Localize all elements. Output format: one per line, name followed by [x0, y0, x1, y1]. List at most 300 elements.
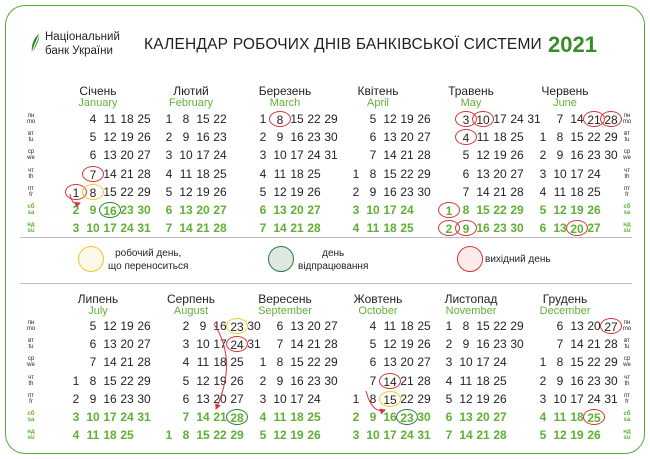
day-cell: 2 [259, 373, 267, 388]
day-cell: 15 [103, 184, 117, 199]
day-cell: 13 [179, 203, 193, 217]
day-cell: 9 [89, 203, 97, 217]
day-cell: 28 [226, 409, 248, 425]
month-name-ua: Березень [258, 84, 312, 98]
day-cell: 3 [72, 410, 80, 424]
day-cell: 6 [89, 148, 97, 163]
day-cell: 23 [120, 391, 134, 406]
weekday-en: fr [29, 191, 33, 198]
day-cell: 28 [324, 337, 338, 352]
day-cell: 27 [307, 203, 321, 217]
day-cell: 3 [352, 203, 360, 217]
day-cell: 15 [570, 130, 584, 145]
day-cell: 12 [179, 184, 193, 199]
weekday-ua: пн [27, 320, 35, 326]
day-cell: 6 [89, 337, 97, 352]
day-cell: 9 [455, 220, 477, 236]
day-cell: 19 [400, 337, 414, 352]
day-cell: 4 [445, 373, 453, 388]
month-name-ua: Вересень [258, 292, 312, 306]
legend-line1: день [322, 248, 345, 259]
day-cell: 23 [587, 148, 601, 163]
day-cell: 5 [89, 319, 97, 333]
day-cell: 13 [459, 410, 473, 424]
day-cell: 16 [290, 373, 304, 388]
day-cell: 26 [307, 184, 321, 199]
weekday-en: we [623, 362, 631, 369]
weekday-en: su [623, 435, 631, 442]
day-cell: 5 [445, 391, 453, 406]
day-cell: 9 [369, 410, 377, 424]
logo-line2: банк України [45, 45, 113, 57]
day-cell: 8 [369, 166, 377, 181]
day-cell: 5 [539, 428, 547, 443]
day-cell: 26 [493, 391, 507, 406]
day-cell: 27 [324, 319, 338, 333]
day-cell: 30 [417, 410, 431, 424]
weekday-en: th [624, 173, 630, 180]
day-cell: 18 [103, 428, 117, 443]
weekday-en: we [27, 155, 35, 162]
day-cell: 22 [493, 203, 507, 217]
day-cell: 10 [366, 203, 380, 217]
day-cell: 11 [366, 221, 380, 236]
day-cell: 7 [82, 166, 104, 182]
day-cell: 14 [273, 221, 287, 236]
weekday-ua: вт [28, 131, 34, 138]
day-cell: 7 [182, 410, 190, 424]
day-cell: 25 [230, 355, 244, 370]
day-cell: 24 [587, 166, 601, 181]
weekday-en: tu [28, 137, 34, 144]
day-cell: 12 [196, 373, 210, 388]
day-cell: 13 [196, 391, 210, 406]
day-cell: 7 [165, 221, 173, 236]
month-name-en: December [539, 305, 591, 317]
day-cell: 22 [307, 355, 321, 370]
day-cell: 6 [445, 410, 453, 424]
day-cell: 6 [182, 391, 190, 406]
weekday-ua: пн [623, 320, 631, 326]
day-cell: 25 [583, 409, 605, 425]
day-cell: 30 [510, 221, 524, 236]
day-cell: 28 [137, 355, 151, 370]
day-cell: 24 [493, 355, 507, 370]
weekday-ua: чт [28, 374, 34, 381]
day-cell: 2 [182, 319, 190, 333]
day-cell: 2 [352, 184, 360, 199]
day-cell: 9 [182, 130, 190, 145]
day-cell: 14 [179, 221, 193, 236]
day-cell: 17 [493, 112, 507, 126]
day-cell: 11 [553, 184, 567, 199]
month-name-en: July [88, 305, 108, 317]
day-cell: 24 [120, 410, 134, 424]
month-name-ua: Грудень [542, 292, 588, 306]
weekday-en: th [28, 380, 34, 387]
day-cell: 13 [103, 148, 117, 163]
day-cell: 7 [276, 337, 284, 352]
day-cell: 25 [587, 184, 601, 199]
day-cell: 27 [510, 166, 524, 181]
day-cell: 10 [273, 148, 287, 163]
day-cell: 17 [476, 355, 490, 370]
day-cell: 4 [369, 319, 377, 333]
day-cell: 19 [290, 184, 304, 199]
day-cell: 25 [510, 130, 524, 145]
day-cell: 14 [379, 373, 401, 389]
day-cell: 5 [462, 148, 470, 163]
weekday-ua: нд [27, 429, 35, 436]
month-name-en: September [258, 305, 312, 317]
weekday-en: fr [625, 191, 629, 198]
transfer-arrow-icon [214, 324, 227, 409]
day-cell: 31 [324, 148, 338, 163]
day-cell: 11 [383, 319, 397, 333]
day-cell: 29 [604, 130, 618, 145]
day-cell: 23 [226, 318, 248, 334]
day-cell: 1 [438, 202, 460, 218]
day-cell: 8 [462, 319, 470, 333]
day-cell: 4 [89, 112, 97, 126]
day-cell: 26 [510, 148, 524, 163]
day-cell: 25 [307, 410, 321, 424]
day-cell: 13 [383, 355, 397, 370]
day-cell: 3 [539, 166, 547, 181]
month-name-en: November [445, 305, 497, 317]
day-cell: 16 [570, 373, 584, 388]
day-cell: 11 [459, 373, 473, 388]
day-cell: 13 [273, 203, 287, 217]
day-cell: 10 [86, 410, 100, 424]
day-cell: 21 [196, 221, 210, 236]
month-name-en: October [358, 305, 398, 317]
day-cell: 14 [196, 410, 210, 424]
day-cell: 16 [290, 130, 304, 145]
day-cell: 26 [137, 319, 151, 333]
day-cell: 28 [604, 337, 618, 352]
day-cell: 4 [539, 184, 547, 199]
day-cell: 9 [89, 391, 97, 406]
legend-line1: вихідний день [485, 254, 551, 265]
day-cell: 28 [307, 221, 321, 236]
day-cell: 29 [137, 373, 151, 388]
day-cell: 4 [539, 410, 547, 424]
day-cell: 18 [213, 355, 227, 370]
day-cell: 18 [400, 319, 414, 333]
day-cell: 8 [82, 184, 104, 200]
day-cell: 18 [476, 373, 490, 388]
weekday-ua: сб [27, 411, 35, 417]
day-cell: 9 [556, 373, 564, 388]
day-cell: 4 [182, 355, 190, 370]
day-cell: 5 [369, 112, 377, 126]
day-cell: 11 [196, 355, 210, 370]
day-cell: 21 [400, 373, 414, 388]
month-name-ua: Червень [541, 84, 589, 98]
weekday-en: mo [622, 326, 632, 332]
day-cell: 2 [352, 410, 360, 424]
day-cell: 12 [553, 203, 567, 217]
day-cell: 25 [307, 166, 321, 181]
day-cell: 1 [259, 355, 267, 370]
day-cell: 6 [539, 221, 547, 236]
day-cell: 9 [199, 319, 207, 333]
weekday-ua: ср [27, 356, 35, 363]
day-cell: 23 [396, 409, 418, 425]
day-cell: 21 [213, 410, 227, 424]
month-name-en: February [168, 97, 214, 109]
day-cell: 10 [553, 391, 567, 406]
day-cell: 27 [493, 410, 507, 424]
day-cell: 22 [587, 355, 601, 370]
day-cell: 12 [553, 428, 567, 443]
day-cell: 24 [510, 112, 524, 126]
day-cell: 15 [196, 428, 210, 443]
day-cell: 18 [290, 410, 304, 424]
day-cell: 29 [510, 203, 524, 217]
month-name-ua: Січень [79, 84, 117, 98]
day-cell: 19 [120, 319, 134, 333]
day-cell: 9 [462, 337, 470, 352]
day-cell: 16 [196, 130, 210, 145]
day-cell: 24 [226, 336, 248, 352]
weekday-en: tu [28, 344, 34, 351]
weekday-en: su [27, 435, 35, 442]
weekday-ua: пт [624, 392, 630, 399]
weekday-ua: вт [624, 131, 630, 138]
day-cell: 22 [493, 319, 507, 333]
weekday-en: th [624, 380, 630, 387]
day-cell: 4 [259, 410, 267, 424]
weekday-ua: нд [623, 222, 631, 229]
day-cell: 6 [165, 203, 173, 217]
day-cell: 2 [72, 391, 80, 406]
day-cell: 27 [587, 221, 601, 236]
day-cell: 16 [103, 391, 117, 406]
day-cell: 10 [196, 337, 210, 352]
day-cell: 26 [230, 373, 244, 388]
day-cell: 16 [476, 337, 490, 352]
day-cell: 30 [604, 148, 618, 163]
month-name-ua: Травень [448, 84, 494, 98]
day-cell: 10 [459, 355, 473, 370]
day-cell: 30 [604, 373, 618, 388]
day-cell: 9 [276, 373, 284, 388]
day-cell: 3 [182, 337, 190, 352]
day-cell: 14 [570, 337, 584, 352]
day-cell: 12 [476, 148, 490, 163]
day-cell: 30 [510, 337, 524, 352]
day-cell: 31 [137, 410, 151, 424]
day-cell: 26 [213, 184, 227, 199]
logo-line1: Національний [45, 31, 120, 43]
day-cell: 31 [527, 112, 541, 126]
day-cell: 30 [137, 391, 151, 406]
day-cell: 2 [438, 220, 460, 236]
day-cell: 28 [417, 148, 431, 163]
weekday-en: sa [27, 210, 35, 216]
day-cell: 5 [259, 428, 267, 443]
day-cell: 12 [103, 319, 117, 333]
day-cell: 27 [417, 130, 431, 145]
day-cell: 20 [400, 130, 414, 145]
day-cell: 12 [273, 428, 287, 443]
day-cell: 16 [99, 202, 121, 218]
weekday-en: we [623, 155, 631, 162]
month-name-ua: Липень [77, 292, 119, 306]
day-cell: 11 [103, 112, 117, 126]
weekday-ua: чт [624, 167, 630, 174]
day-cell: 1 [352, 166, 360, 181]
day-cell: 23 [307, 130, 321, 145]
day-cell: 14 [476, 184, 490, 199]
day-cell: 17 [290, 148, 304, 163]
day-cell: 10 [366, 428, 380, 443]
day-cell: 21 [587, 337, 601, 352]
day-cell: 3 [72, 221, 80, 236]
day-cell: 28 [493, 428, 507, 443]
day-cell: 25 [120, 428, 134, 443]
day-cell: 25 [417, 319, 431, 333]
day-cell: 29 [324, 355, 338, 370]
day-cell: 8 [182, 428, 190, 443]
day-cell: 22 [120, 373, 134, 388]
day-cell: 5 [259, 184, 267, 199]
day-cell: 19 [493, 148, 507, 163]
day-cell: 23 [400, 184, 414, 199]
day-cell: 11 [553, 410, 567, 424]
day-cell: 31 [137, 221, 151, 236]
day-cell: 28 [213, 221, 227, 236]
day-cell: 26 [587, 428, 601, 443]
day-cell: 2 [165, 130, 173, 145]
day-cell: 27 [600, 318, 622, 334]
day-cell: 20 [476, 410, 490, 424]
day-cell: 24 [307, 148, 321, 163]
day-cell: 1 [65, 184, 87, 200]
day-cell: 30 [137, 203, 151, 217]
day-cell: 15 [196, 112, 210, 126]
day-cell: 29 [510, 319, 524, 333]
weekday-en: th [28, 173, 34, 180]
day-cell: 29 [417, 391, 431, 406]
day-cell: 7 [369, 373, 377, 388]
day-cell: 21 [120, 166, 134, 181]
day-cell: 1 [352, 391, 360, 406]
day-cell: 6 [276, 319, 284, 333]
day-cell: 1 [165, 428, 173, 443]
day-cell: 15 [379, 391, 401, 407]
weekday-ua: сб [27, 204, 35, 210]
weekday-ua: нд [623, 429, 631, 436]
day-cell: 29 [137, 184, 151, 199]
transfer-arrow-icon [366, 391, 385, 411]
day-cell: 22 [400, 166, 414, 181]
day-cell: 9 [369, 184, 377, 199]
weekday-ua: вт [624, 338, 630, 345]
day-cell: 19 [120, 130, 134, 145]
day-cell: 18 [570, 184, 584, 199]
day-cell: 16 [383, 410, 397, 424]
day-cell: 20 [120, 148, 134, 163]
weekday-ua: сб [623, 411, 631, 417]
day-cell: 12 [273, 184, 287, 199]
day-cell: 6 [462, 166, 470, 181]
day-cell: 8 [182, 112, 190, 126]
weekday-en: tu [624, 344, 630, 351]
day-cell: 16 [213, 319, 227, 333]
day-cell: 20 [400, 355, 414, 370]
month-name-en: March [269, 97, 301, 109]
day-cell: 7 [556, 337, 564, 352]
day-cell: 5 [182, 373, 190, 388]
day-cell: 19 [290, 428, 304, 443]
weekday-ua: пт [28, 185, 34, 192]
day-cell: 21 [493, 184, 507, 199]
day-cell: 15 [290, 355, 304, 370]
day-cell: 15 [290, 112, 304, 126]
day-cell: 3 [539, 391, 547, 406]
day-cell: 28 [600, 111, 622, 127]
day-cell: 18 [383, 221, 397, 236]
day-cell: 26 [307, 428, 321, 443]
day-cell: 5 [165, 184, 173, 199]
day-cell: 21 [476, 428, 490, 443]
day-cell: 27 [213, 203, 227, 217]
day-cell: 22 [400, 391, 414, 406]
day-cell: 15 [383, 166, 397, 181]
day-cell: 14 [383, 148, 397, 163]
day-cell: 7 [462, 184, 470, 199]
day-cell: 21 [307, 337, 321, 352]
weekday-ua: пт [28, 392, 34, 399]
day-cell: 15 [103, 373, 117, 388]
legend-line2: що переноситься [108, 261, 189, 272]
day-cell: 2 [539, 373, 547, 388]
day-cell: 21 [583, 111, 605, 127]
day-cell: 1 [259, 112, 267, 126]
weekday-en: tu [624, 137, 630, 144]
day-cell: 22 [213, 428, 227, 443]
day-cell: 3 [259, 391, 267, 406]
month-name-en: June [553, 97, 577, 109]
day-cell: 29 [230, 428, 244, 443]
day-cell: 1 [539, 130, 547, 145]
day-cell: 12 [383, 337, 397, 352]
day-cell: 27 [230, 391, 244, 406]
weekday-en: sa [623, 417, 631, 423]
day-cell: 3 [352, 428, 360, 443]
day-cell: 27 [417, 355, 431, 370]
day-cell: 7 [89, 355, 97, 370]
day-cell: 4 [259, 166, 267, 181]
day-cell: 19 [400, 112, 414, 126]
weekday-ua: вт [28, 338, 34, 345]
day-cell: 28 [510, 184, 524, 199]
day-cell: 14 [103, 166, 117, 181]
day-cell: 17 [570, 391, 584, 406]
day-cell: 11 [273, 166, 287, 181]
day-cell: 10 [179, 148, 193, 163]
day-cell: 22 [213, 112, 227, 126]
transfer-arrow-icon [70, 194, 80, 204]
day-cell: 18 [196, 166, 210, 181]
day-cell: 25 [400, 221, 414, 236]
weekday-en: mo [622, 119, 632, 125]
day-cell: 29 [324, 112, 338, 126]
day-cell: 4 [352, 221, 360, 236]
